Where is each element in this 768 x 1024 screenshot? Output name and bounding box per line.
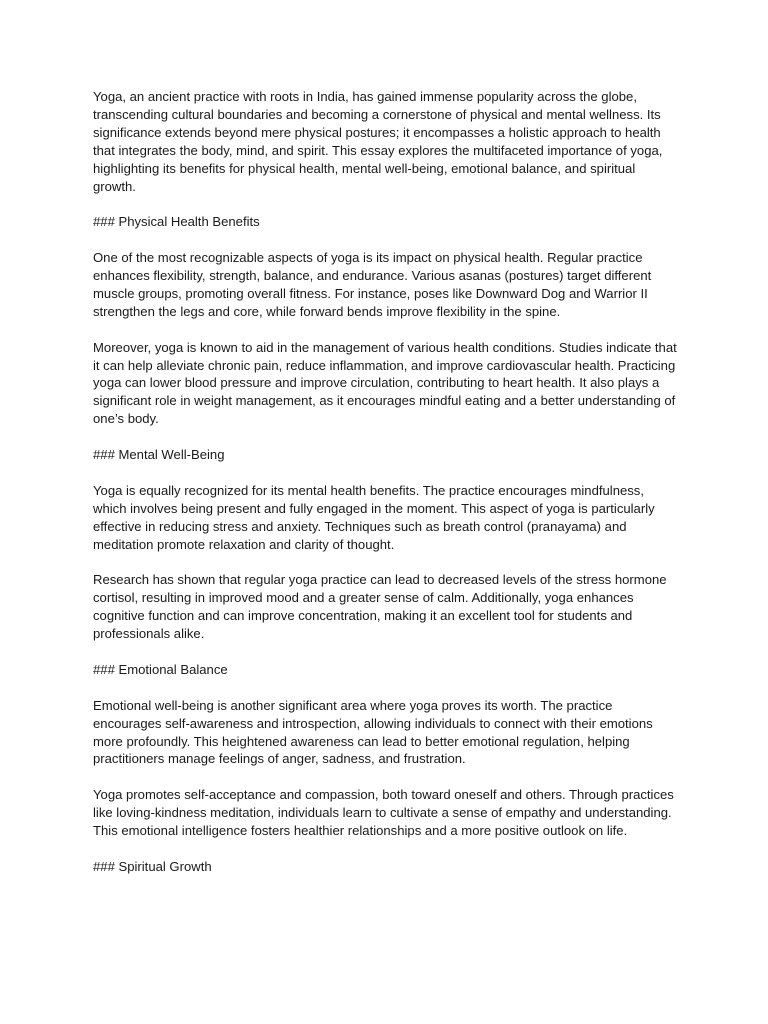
intro-paragraph: Yoga, an ancient practice with roots in India, has gained immense popularity across the globe, transcending cultural boundaries and becoming a cornerstone of physical and mental wellness. Its significance extends beyond mere physical postures; it encompasses a holistic approach to health that integrates the body, mind, and spirit. This essay explores the multifaceted importance of yoga, highlighting its benefits for physical health, mental well-being, emotional balance, and spiritual growth.	[93, 89, 663, 194]
mental-well-being-paragraph-2: Research has shown that regular yoga practice can lead to decreased levels of the stress hormone cortisol, resulting in improved mood and a greater sense of calm. Additionally, yoga enhances cognitive function and can improve concentration, making it an excellent tool for students and professionals alike.	[93, 572, 667, 642]
section-heading-physical-health: ### Physical Health Benefits	[93, 214, 260, 230]
document-page	[93, 88, 678, 894]
mental-well-being-paragraph-1: Yoga is equally recognized for its mental health benefits. The practice encourages mindfulness, which involves being present and fully engaged in the moment. This aspect of yoga is particularly effective in reducing stress and anxiety. Techniques such as breath control (pranayama) and meditation promote relaxation and clarity of thought.	[93, 482, 655, 552]
physical-health-paragraph-2: Moreover, yoga is known to aid in the management of various health conditions. Studies indicate that it can help alleviate chronic pain, reduce inflammation, and improve cardiovascular health. Practicing yoga can lower blood pressure and improve circulation, contributing to heart health. It also plays a significant role in weight management, as it encourages mindful eating and a better understanding of one’s body.	[93, 339, 677, 427]
physical-health-paragraph-1: One of the most recognizable aspects of yoga is its impact on physical health. Regular practice enhances flexibility, strength, balance, and endurance. Various asanas (postures) target different muscle groups, promoting overall fitness. For instance, poses like Downward Dog and Warrior II strengthen the legs and core, while forward bends improve flexibility in the spine.	[93, 250, 652, 319]
emotional-balance-paragraph-2: Yoga promotes self-acceptance and compassion, both toward oneself and others. Through practices like loving-kindness meditation, individuals learn to cultivate a sense of empathy and understanding. This emotional intelligence fosters healthier relationships and a more positive outlook on life.	[93, 787, 674, 839]
emotional-balance-paragraph-1: Emotional well-being is another significant area where yoga proves its worth. The practice encourages self-awareness and introspection, allowing individuals to connect with their emotions more profoundly. This heightened awareness can lead to better emotional regulation, helping practitioners manage feelings of anger, sadness, and frustration.	[93, 697, 653, 767]
section-heading-emotional-balance: ### Emotional Balance	[93, 661, 228, 677]
section-heading-spiritual-growth: ### Spiritual Growth	[93, 858, 212, 874]
section-heading-mental-well-being: ### Mental Well-Being	[93, 447, 225, 463]
